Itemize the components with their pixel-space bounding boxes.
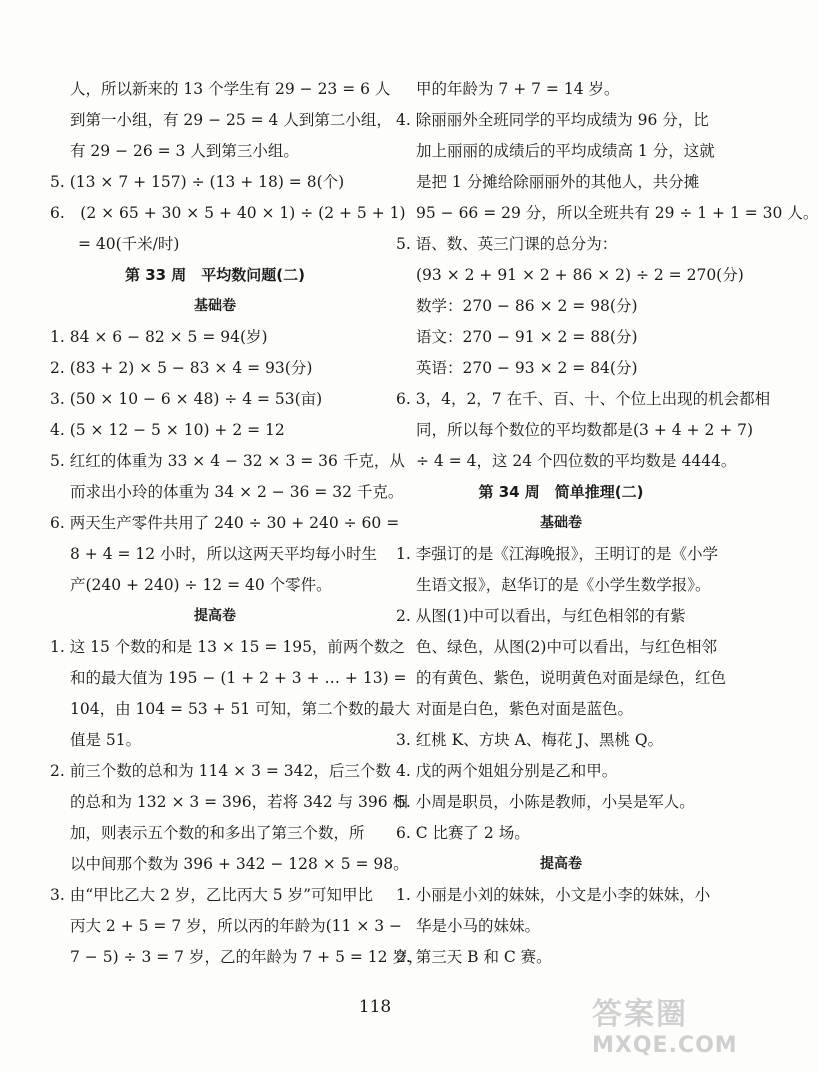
answer-line: 1. 这 15 个数的和是 13 × 15 = 195，前两个数之: [50, 638, 405, 656]
answer-line: 5. 红红的体重为 33 × 4 − 32 × 3 = 36 千克，从: [50, 452, 405, 470]
subsection-heading: 基础卷: [194, 298, 236, 314]
answer-line: 8 + 4 = 12 小时，所以这两天平均每小时生: [70, 545, 378, 563]
answer-line: 95 − 66 = 29 分，所以全班共有 29 ÷ 1 + 1 = 30 人。: [416, 204, 818, 222]
subsection-heading: 基础卷: [540, 515, 582, 531]
answer-line: 和的最大值为 195 − (1 + 2 + 3 + … + 13) =: [70, 669, 407, 687]
answer-line: 同，所以每个数位的平均数都是(3 + 4 + 2 + 7): [416, 421, 754, 439]
answer-line: 3. (50 × 10 − 6 × 48) ÷ 4 = 53(亩): [50, 390, 323, 408]
answer-line: 而求出小玲的体重为 34 × 2 − 36 = 32 千克。: [70, 483, 404, 501]
answer-line: 1. 小丽是小刘的妹妹，小文是小李的妹妹，小: [396, 886, 711, 904]
answer-line: 有 29 − 26 = 3 人到第三小组。: [70, 142, 299, 160]
answer-line: 1. 李强订的是《江海晚报》，王明订的是《小学: [396, 545, 718, 563]
right-column: [396, 74, 818, 973]
answer-line: 以中间那个数为 396 + 342 − 128 × 5 = 98。: [70, 855, 409, 873]
watermark-logo: [592, 997, 742, 1067]
answer-line: 4. (5 × 12 − 5 × 10) + 2 = 12: [50, 421, 285, 439]
answer-line: 的有黄色、紫色，说明黄色对面是绿色，红色: [416, 669, 727, 687]
answer-line: 英语：270 − 93 × 2 = 84(分): [416, 359, 638, 377]
answer-line: 丙大 2 + 5 = 7 岁，所以丙的年龄为(11 × 3 −: [70, 917, 403, 935]
answer-line: 加上丽丽的成绩后的平均成绩高 1 分，这就: [416, 142, 715, 160]
answer-line: 2. 第三天 B 和 C 赛。: [396, 948, 552, 966]
answer-line: 值是 51。: [70, 731, 142, 749]
watermark-top-text: 答案圈: [592, 997, 688, 1032]
answer-line: 4. 除丽丽外全班同学的平均成绩为 96 分，比: [396, 111, 709, 129]
answer-line: 2. 前三个数的总和为 114 × 3 = 342，后三个数: [50, 762, 391, 780]
answer-line: 5. (13 × 7 + 157) ÷ (13 + 18) = 8(个): [50, 173, 345, 191]
answer-line: 生语文报》，赵华订的是《小学生数学报》。: [416, 576, 711, 594]
answer-line: 5. 语、数、英三门课的总分为：: [396, 235, 618, 253]
answer-line: (93 × 2 + 91 × 2 + 86 × 2) ÷ 2 = 270(分): [416, 266, 744, 284]
answer-line: 的总和为 132 × 3 = 396，若将 342 与 396 相: [70, 793, 409, 811]
section-heading: 第 33 周 平均数问题(二): [124, 266, 306, 284]
answer-line: 人，所以新来的 13 个学生有 29 − 23 = 6 人: [70, 80, 391, 98]
answer-line: 4. 戊的两个姐姐分别是乙和甲。: [396, 762, 618, 780]
answer-line: 色、绿色，从图(2)中可以看出，与红色相邻: [416, 638, 717, 656]
answer-line: 2. 从图(1)中可以看出，与红色相邻的有紫: [396, 607, 686, 625]
answer-line: 104，由 104 = 53 + 51 可知，第二个数的最大: [70, 700, 411, 718]
left-column: [50, 74, 424, 973]
answer-line: ÷ 4 = 4，这 24 个四位数的平均数是 4444。: [416, 452, 737, 470]
section-heading: 第 34 周 简单推理(二): [478, 483, 644, 501]
answer-line: 对面是白色，紫色对面是蓝色。: [416, 700, 634, 718]
answer-line: 到第一小组，有 29 − 25 = 4 人到第二小组，: [70, 111, 392, 129]
answer-line: 语文：270 − 91 × 2 = 88(分): [416, 328, 638, 346]
answer-line: 1. 84 × 6 − 82 × 5 = 94(岁): [50, 328, 268, 346]
answer-line: 6. 两天生产零件共用了 240 ÷ 30 + 240 ÷ 60 =: [50, 514, 400, 532]
answer-line: 是把 1 分摊给除丽丽外的其他人，共分摊: [416, 173, 700, 191]
answer-line: 7 − 5) ÷ 3 = 7 岁，乙的年龄为 7 + 5 = 12 岁，: [70, 948, 424, 966]
answer-line: 甲的年龄为 7 + 7 = 14 岁。: [416, 80, 620, 98]
answer-line: 2. (83 + 2) × 5 − 83 × 4 = 93(分): [50, 359, 313, 377]
answer-line: = 40(千米/时): [78, 235, 180, 253]
answer-line: 数学：270 − 86 × 2 = 98(分): [416, 297, 638, 315]
subsection-heading: 提高卷: [540, 856, 582, 872]
answer-line: 6. (2 × 65 + 30 × 5 + 40 × 1) ÷ (2 + 5 + 1): [50, 204, 406, 222]
answer-line: 3. 红桃 K、方块 A、梅花 J、黑桃 Q。: [396, 731, 664, 749]
answer-line: 6. C 比赛了 2 场。: [396, 824, 530, 842]
subsection-heading: 提高卷: [194, 608, 236, 624]
answer-line: 华是小马的妹妹。: [416, 917, 541, 935]
answer-line: 3. 由“甲比乙大 2 岁，乙比丙大 5 岁”可知甲比: [50, 886, 373, 904]
answer-line: 5. 小周是职员，小陈是教师，小吴是军人。: [396, 793, 695, 811]
watermark-bottom-text: MXQE.COM: [592, 1033, 738, 1058]
answer-line: 加，则表示五个数的和多出了第三个数，所: [70, 824, 365, 842]
page-number: 118: [358, 997, 392, 1017]
answer-line: 6. 3，4，2，7 在千、百、十、个位上出现的机会都相: [396, 390, 771, 408]
answer-line: 产(240 + 240) ÷ 12 = 40 个零件。: [70, 576, 332, 594]
